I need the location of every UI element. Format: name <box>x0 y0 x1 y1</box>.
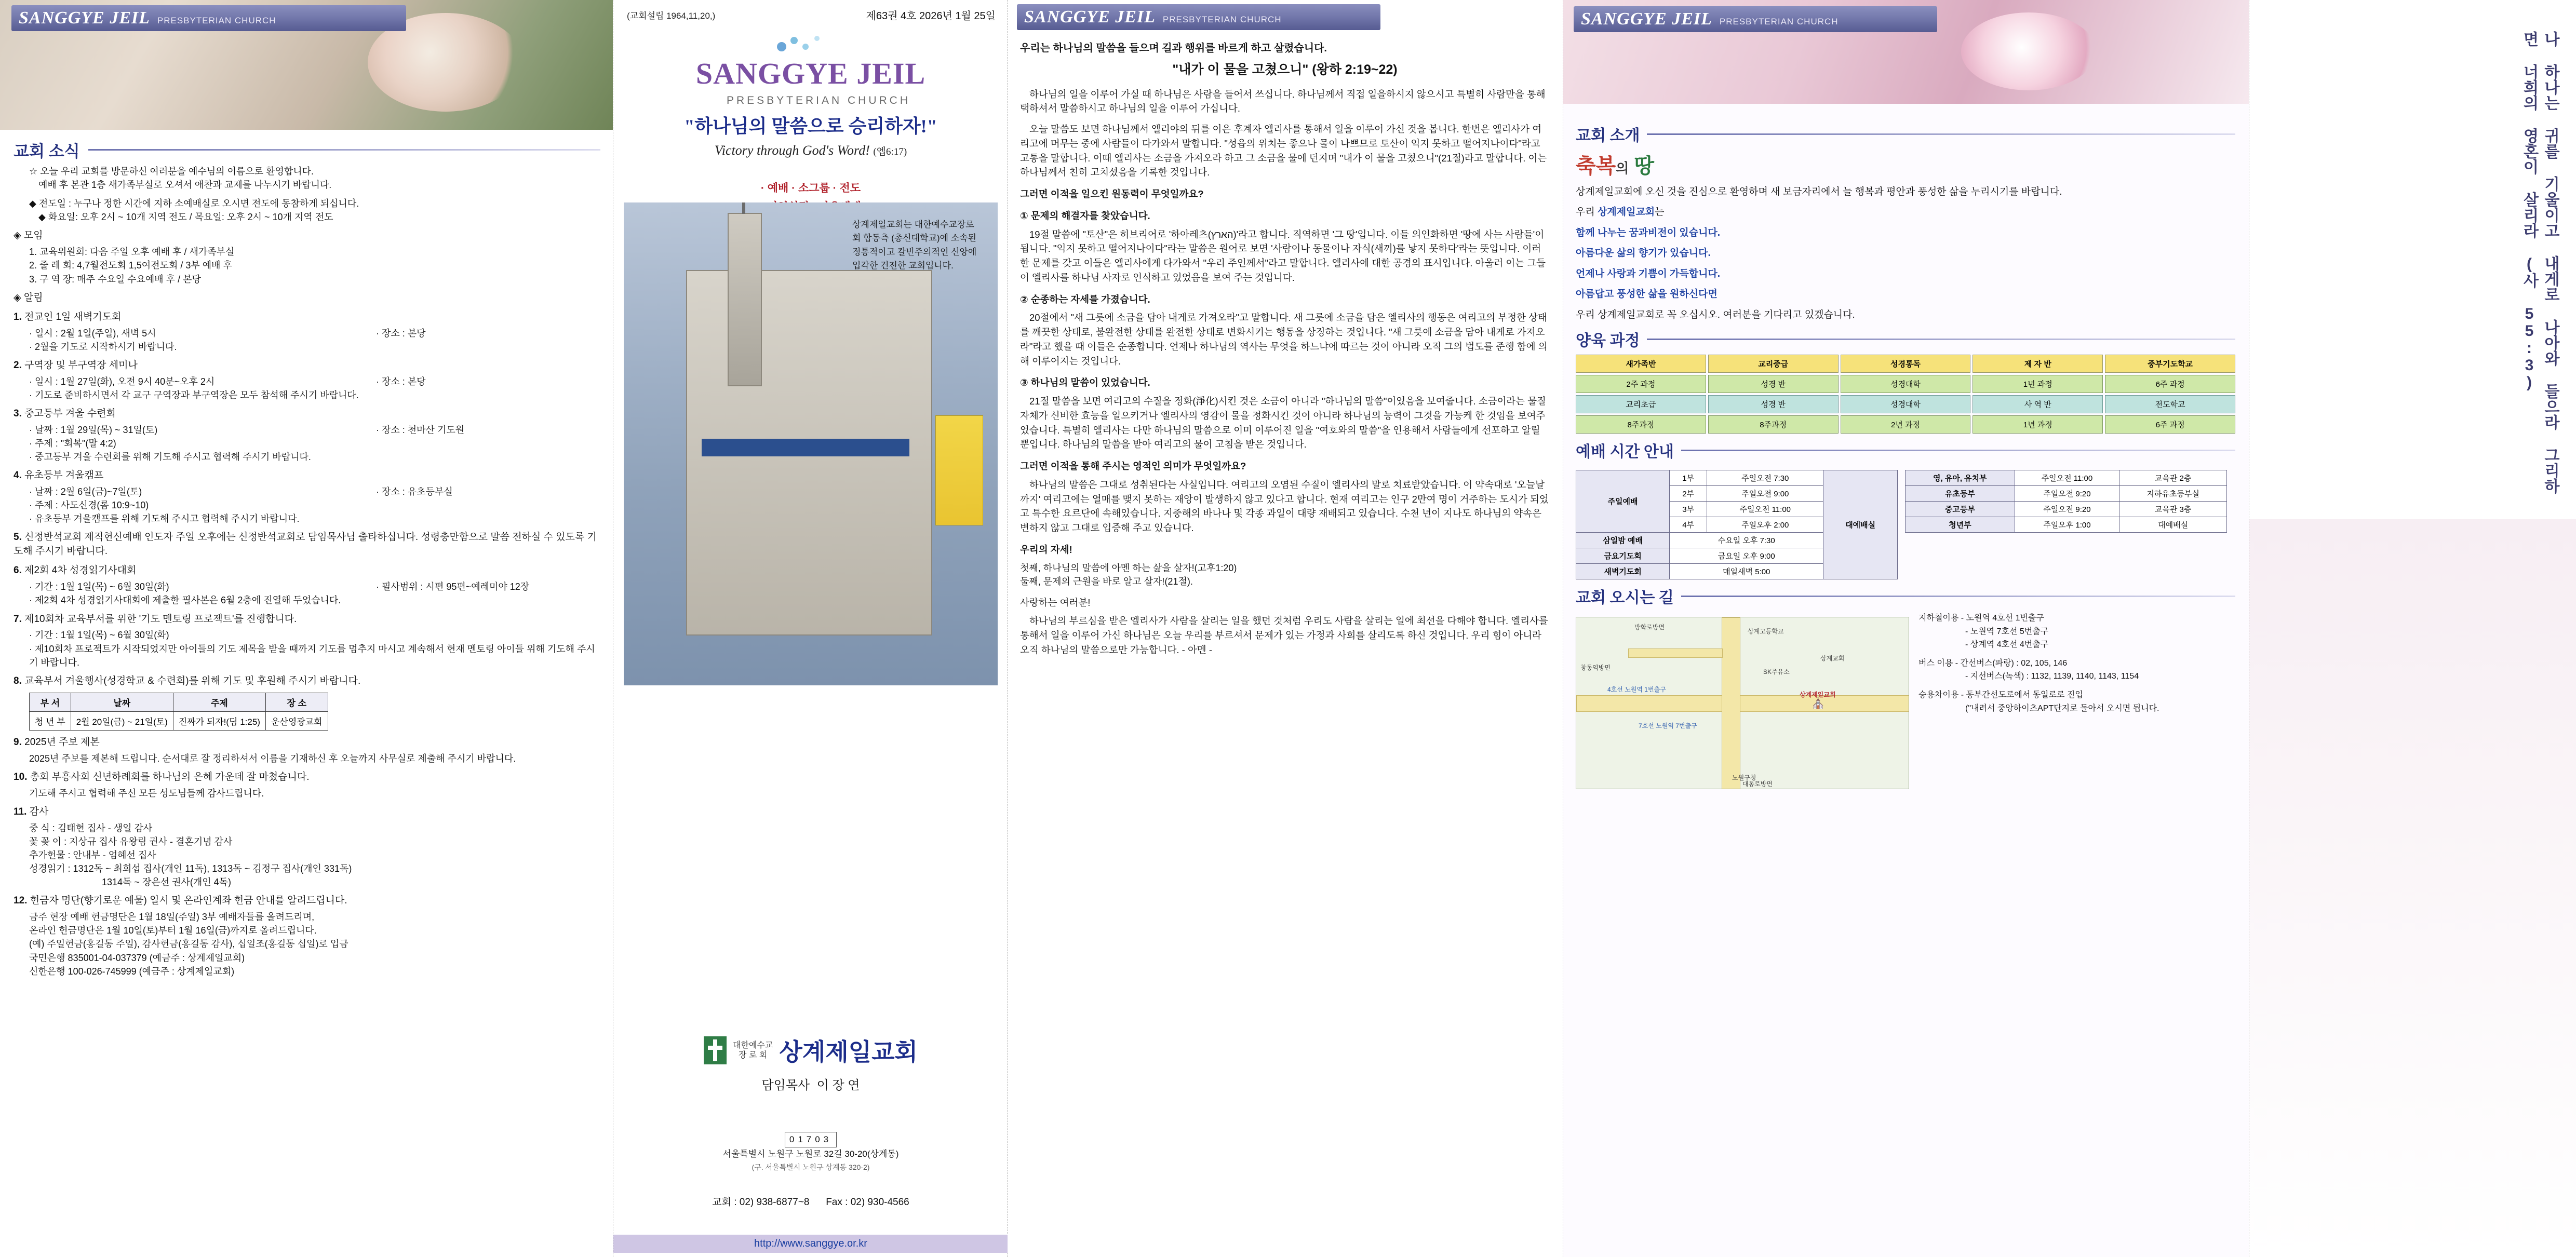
intro-we-line-1: 아름다운 삶의 향기가 있습니다. <box>1576 248 1711 259</box>
table-header-0: 부 서 <box>30 693 71 711</box>
intro-title-rule <box>1647 133 2235 135</box>
edu-cell: 1년 과정 <box>1973 415 2103 434</box>
news-item-11: 11. 감사 <box>14 806 49 817</box>
table-cell-topic: 진짜가 되자!(딤 1:25) <box>173 711 265 730</box>
news-item-12: 12. 헌금자 명단(향기로운 예물) 일시 및 온라인계좌 헌금 안내를 알려드립니다. <box>14 895 347 907</box>
transport-line-6: ("내려서 중앙하이츠APT단지로 돌아서 오시면 됩니다. <box>1965 704 2159 713</box>
transport-line-0: 지하철이용 - 노원역 4호선 1번출구 <box>1918 614 2044 623</box>
map-label-12: 4호선 노원역 1번출구 <box>1607 686 1666 694</box>
transport-line-1: - 노원역 7호선 5번출구 <box>1965 627 2049 636</box>
edu-cell: 2주 과정 <box>1576 375 1706 393</box>
worship-title: 예배 시간 안내 <box>1576 443 1674 461</box>
edu-cell: 중부기도학교 <box>2105 355 2235 373</box>
news-meeting-1: 2. 줄 레 회: 4,7월전도회 1,5여전도회 / 3부 예배 후 <box>29 260 232 271</box>
map-road-horizontal <box>1576 695 1909 712</box>
worship-part: 1부 <box>1670 470 1707 486</box>
cover-keywords-line1: · 예배 · 소그룹 · 전도 <box>760 182 861 194</box>
news-meetings-label: ◈ 모임 <box>14 230 43 241</box>
news-item-10: 10. 총회 부흥사회 신년하례회를 하나님의 은혜 가운데 잘 마쳤습니다. <box>14 771 310 782</box>
news-item-1-line-2: · 2월을 기도로 시작하시기 바랍니다. <box>29 341 177 352</box>
edu-cell: 성경 반 <box>1708 395 1839 413</box>
news-notice-label: ◈ 알림 <box>14 292 43 303</box>
church-name-en: SANGGYE JEIL <box>1581 9 1712 29</box>
news-item-3-line-1: · 장소 : 천마산 기도원 <box>376 424 465 435</box>
edu-cell: 사 역 반 <box>1973 395 2103 413</box>
news-item-12-line-2: (예) 주일헌금(홍길동 주일), 감사헌금(홍길동 감사), 십일조(홍길동 십일)로 입금 <box>29 939 348 950</box>
table-cell-date: 2월 20일(금) ~ 21일(토) <box>71 711 173 730</box>
news-item-12-line-3: 국민은행 835001-04-037379 (예금주 : 상계제일교회) <box>29 952 245 963</box>
sermon-para-7: 하나님의 말씀은 그대로 성취된다는 사실입니다. 여리고의 오염된 수질이 엘리사의 말로 치료받았습니다. 이 약속대로 '오늘날까지' 여리고에는 열매를 맺지 못하는 재앙이 발생하지 않고 있다고 합니다. 현재 여리고는 인구 2만여 명이 거주하는 도시가 되었고 특수한 요르단에 속해있습니다. 지중해의 바나나 및 각종 과일이 대량 재배되고 있습니다. 수천 년이 지나도 하나님의 약속은 변하지 않고 그대로 입증해 주고 있습니다. <box>1020 479 1549 533</box>
news-meeting-0: 1. 교육위원회: 다음 주일 오후 예배 후 / 새가족부실 <box>29 247 235 258</box>
news-item-7-line-0: · 기간 : 1월 1일(목) ~ 6월 30일(화) <box>29 630 169 641</box>
denomination: 대한예수교 장 로 회 <box>733 1040 773 1060</box>
news-item-11-line-0: 중 식 : 김태현 집사 - 생일 감사 <box>29 822 153 833</box>
news-item-3: 3. 중고등부 겨울 수련회 <box>14 408 116 419</box>
news-evangelism-1: ◆ 화요일: 오후 2시 ~ 10개 지역 전도 / 목요일: 오후 2시 ~ 10개 지역 전도 <box>38 212 333 223</box>
news-item-12-line-1: 온라인 헌금명단은 1월 10일(토)부터 1월 16일(금)까지로 올려드립니다. <box>29 925 317 936</box>
map-label-1: 상계고등학교 <box>1748 628 1784 636</box>
table-cell-dept: 청 년 부 <box>30 711 71 730</box>
cover-church-name-en-sub: PRESBYTERIAN CHURCH <box>726 94 911 106</box>
address-line2: (구. 서울특별시 노원구 상계동 320-2) <box>752 1163 870 1171</box>
news-evangelism-0: ◆ 전도일 : 누구나 정한 시간에 지하 소예배실로 오시면 전도에 동참하게 되십니다. <box>29 198 359 209</box>
panel-spine <box>2249 0 2576 1257</box>
panel-cover <box>613 0 1008 1257</box>
news-item-1-line-1: · 장소 : 본당 <box>376 328 426 339</box>
map-label-4: 상계제일교회 <box>1800 691 1836 699</box>
intro-we-close: 우리 상계제일교회로 꼭 오십시오. 여러분을 기다리고 있겠습니다. <box>1576 309 1855 320</box>
news-title: 교회 소식 <box>14 142 80 160</box>
news-item-6-line-0: · 기간 : 1월 1일(목) ~ 6월 30일(화) <box>29 582 169 592</box>
news-item-7-line-1: · 제10회차 프로젝트가 시작되었지만 아이들의 기도 제목을 받을 때까지 기도를 멈추지 마시고 계속해서 현재 멘토링 아이들 위해 기도해 주시기 바랍니다. <box>29 643 595 668</box>
edu-cell: 성경통독 <box>1841 355 1971 373</box>
sermon-para-4: 20절에서 "새 그릇에 소금을 담아 내게로 가져오라"고 말합니다. 새 그릇에 소금을 담은 엘리사의 행동은 여리고의 부정한 상태를 깨끗한 상태로, 불완전한 상태를 완전한 상태로 변화시키는 행동을 상징하는 것입니다. "새 그릇에 소금을 담아 내게로 가져오라"라고 했을 때 이들은 순종합니다. 언제나 하나님의 역사는 무엇을 하느냐에 따르는 것이 아니라 오직 그의 법도를 준행 함에 의해 이루어지는 것입니다. <box>1020 312 1548 367</box>
church-name-en-sub: PRESBYTERIAN CHURCH <box>1719 17 1839 26</box>
transport-line-4: - 지선버스(녹색) : 1132, 1139, 1140, 1143, 1154 <box>1965 672 2139 681</box>
church-marker-icon: ⛪ <box>1811 696 1826 710</box>
news-item-9-line-0: 2025년 주보를 제본해 드립니다. 순서대로 잘 정리하셔서 이름을 기재하신 후 오늘까지 사무실로 제출해 주시기 바랍니다. <box>29 753 516 764</box>
cross-icon <box>704 1036 727 1064</box>
worship-time: 주일오전 9:00 <box>1707 486 1823 502</box>
sermon-question-2: 그러면 이적을 통해 주시는 영적인 의미가 무엇일까요? <box>1020 461 1246 471</box>
transport-line-3: 버스 이용 - 간선버스(파랑) : 02, 105, 146 <box>1918 658 2068 668</box>
zip-code: 01703 <box>785 1132 837 1147</box>
cover-slogan-en: Victory through God's Word! (엡6:17) <box>714 143 907 158</box>
sermon-para-0: 하나님의 일을 이루어 가실 때 하나님은 사람을 들어서 쓰십니다. 하나님께서 직접 일을하시지 않으시고 특별히 사람만을 통해 택하셔서 말씀하시고 하나님의 일을 이루어 가십니다. <box>1020 88 1546 114</box>
dots-logo-icon <box>774 31 847 55</box>
dept-time: 주일오전 11:00 <box>2015 470 2119 486</box>
established-note: (교회설립 1964,11,20,) <box>627 11 716 21</box>
worship-venue: 대예배실 <box>1823 470 1898 579</box>
news-item-4-line-2: · 주제 : 사도신경(롬 10:9~10) <box>29 500 149 511</box>
map-label-13: 7호선 노원역 7번출구 <box>1639 722 1697 730</box>
table-cell-place: 운산영광교회 <box>265 711 328 730</box>
map-label-7: 상계교회 <box>1820 655 1845 663</box>
sermon-question-1: 그러면 이적을 일으킨 원동력이 무엇일까요? <box>1020 188 1204 199</box>
worship-time: 금요일 오후 9:00 <box>1670 548 1823 564</box>
issue-number: 제63권 4호 2026년 1월 25일 <box>866 10 996 22</box>
intro-we-line-2: 언제나 사랑과 기쁨이 가득합니다. <box>1576 268 1721 279</box>
news-item-11-line-1: 꽃 꽂 이 : 지상규 집사 유왕림 권사 - 결혼기념 감사 <box>29 836 233 847</box>
news-item-4-line-0: · 날짜 : 2월 6일(금)~7일(토) <box>29 486 142 497</box>
intro-title: 교회 소개 <box>1576 127 1640 144</box>
sermon-point-1: ① 문제의 해결자를 찾았습니다. <box>1020 210 1150 221</box>
edu-cell: 교리중급 <box>1708 355 1839 373</box>
news-intro-0: ☆ 오늘 우리 교회를 방문하신 여러분을 예수님의 이름으로 환영합니다. <box>29 166 314 177</box>
transport-line-5: 승용차이용 - 동부간선도로에서 동일로로 진입 <box>1918 691 2083 700</box>
edu-cell: 8주과정 <box>1708 415 1839 434</box>
sermon-point-3: ③ 하나님의 말씀이 있었습니다. <box>1020 377 1150 388</box>
news-item-12-line-0: 금주 현장 예배 헌금명단은 1월 18일(주일) 3부 예배자들를 올려드리며, <box>29 912 315 923</box>
news-item-11-line-2: 추가헌물 : 안내부 - 엄혜선 집사 <box>29 850 156 860</box>
sermon-address: 사랑하는 여러분! <box>1020 597 1091 608</box>
map-road-branch <box>1628 648 1723 658</box>
news-title-rule <box>88 149 600 151</box>
edu-title: 양육 과정 <box>1576 332 1640 350</box>
dept-place: 교육관 2층 <box>2119 470 2227 486</box>
intro-title-row <box>1576 123 2235 145</box>
news-item-6-line-2: · 제2회 4차 성경읽기사대회에 제출한 필사본은 6월 2층에 진열해 두었습니다. <box>29 595 341 606</box>
news-body <box>14 138 600 978</box>
sermon-point-2: ② 순종하는 자세를 가졌습니다. <box>1020 293 1150 305</box>
address-line1: 서울특별시 노원구 노원로 32길 30-20(상계동) <box>722 1148 899 1159</box>
cover-contact <box>613 1194 1008 1208</box>
dept-place: 대예배실 <box>2119 517 2227 533</box>
news-item-5: 5. 신정반석교회 제직헌신예배 인도자 주일 오후에는 신정반석교회로 담임목사님 출타하십니다. 성령충만함으로 말씀 전하실 수 있도록 기도해 주시기 바랍니다. <box>14 532 597 557</box>
cover-logo <box>613 31 1008 109</box>
edu-cell: 성경대학 <box>1841 375 1971 393</box>
pastor-line: 담임목사 이 장 연 <box>761 1078 860 1092</box>
winter-event-table <box>29 693 328 731</box>
masthead-sermon <box>1017 4 1380 30</box>
fax: Fax : 02) 930-4566 <box>826 1197 909 1208</box>
cover-church-name-en: SANGGYE JEIL <box>695 57 926 90</box>
intro-we-line-0: 함께 나누는 꿈과비전이 있습니다. <box>1576 227 1721 238</box>
news-item-10-line-0: 기도해 주시고 협력해 주신 모든 성도님들께 감사드립니다. <box>29 788 264 799</box>
news-item-7: 7. 제10회차 교육부서를 위한 '기도 멘토링 프로젝트'를 진행합니다. <box>14 613 297 625</box>
dept-time: 주일오후 1:00 <box>2015 517 2119 533</box>
news-title-row <box>14 138 600 161</box>
worship-part: 4부 <box>1670 517 1707 533</box>
education-grid <box>1576 355 2235 434</box>
sermon-lead: 우리는 하나님의 말씀을 들으며 길과 행위를 바르게 하고 살렸습니다. <box>1020 43 1327 54</box>
directions-title: 교회 오시는 길 <box>1576 589 1674 607</box>
cover-intro-text: 상계제일교회는 대한예수교장로회 합동측 (총신대학교)에 소속된 정통적이고 칼빈주의적인 신앙에 입각한 건전한 교회입니다. <box>852 220 977 271</box>
edu-title-rule <box>1647 339 2235 340</box>
spine-bible-verse: 나 하나는 귀를 기울이고 내게로 나아와 들으라 그리하면 너희의 영혼이 살리라 (사 55:3) <box>2520 31 2559 494</box>
worship-time: 주일오후 2:00 <box>1707 517 1823 533</box>
worship-title-row <box>1576 439 2235 462</box>
intro-we-line-3: 아름답고 풍성한 삶을 원하신다면 <box>1576 289 1718 300</box>
edu-cell: 8주과정 <box>1576 415 1706 434</box>
map-road-vertical <box>1722 617 1740 789</box>
news-item-11-line-3: 성경읽기 : 1312독 ~ 최희섭 집사(개인 11독), 1313독 ~ 김정구 집사(개인 331독) <box>29 863 352 874</box>
worship-group: 삼일밤 예배 <box>1576 533 1670 548</box>
edu-cell: 6주 과정 <box>2105 415 2235 434</box>
directions-title-row <box>1576 585 2235 607</box>
news-item-2-line-0: · 일시 : 1월 27일(화), 오전 9시 40분~오후 2시 <box>29 376 215 387</box>
table-header-1: 날짜 <box>71 693 173 711</box>
map-label-5: SK주유소 <box>1763 668 1790 676</box>
church-banner <box>935 415 983 525</box>
news-item-8: 8. 교육부서 겨울행사(성경학교 & 수련회)를 위해 기도 및 후원해 주시기 바랍니다. <box>14 675 361 686</box>
worship-group: 새벽기도회 <box>1576 564 1670 579</box>
worship-schedule-left <box>1576 470 1898 579</box>
map-label-2: 창동역방면 <box>1580 664 1611 672</box>
dept-name: 유초등부 <box>1906 486 2015 502</box>
church-name-en: SANGGYE JEIL <box>1024 7 1156 26</box>
intro-we-head: 우리 상계제일교회는 <box>1576 207 1665 218</box>
worship-part: 3부 <box>1670 502 1707 517</box>
news-item-1-line-0: · 일시 : 2월 1일(주일), 새벽 5시 <box>29 328 156 339</box>
masthead-intro <box>1574 6 1937 32</box>
panel-sermon <box>1008 0 1563 1257</box>
transport-directions <box>1918 612 2159 715</box>
edu-cell: 1년 과정 <box>1973 375 2103 393</box>
sermon-para-1: 오늘 말씀도 보면 하나님께서 엘리야의 뒤를 이은 후계자 엘리사를 통해서 일을 이루어 가신 것을 봅니다. 한번은 엘리사가 여리고에 머무는 중에 사람들이 다가와서 말합니다. "성읍의 위치는 좋으나 물이 나쁘므로 토산이 익지 못하고 떨어지나이다"라고 고통을 말합니다. 이때 엘리사는 소금을 가져오라 하고 그 소금을 물에 던지며 "내가 이 물을 고쳤으니"(21절)라고 말합니다. 이는 하나님께서 친히 고치셨음을 기록한 것입니다. <box>1020 124 1547 178</box>
worship-time: 주일오전 11:00 <box>1707 502 1823 517</box>
sermon-para-5: 21절 말씀을 보면 여리고의 수질을 정화(淨化)시킨 것은 소금이 아니라 "하나님의 말씀"이었음을 보여줍니다. 소금이라는 물질 자체가 신비한 효능을 일으키거나 엘리사의 영감이 물을 정화시킨 것이 아니라 하나님의 능력이 그것을 가능케 한 것임을 보여주었습니다. 특별히 엘리사는 다만 하나님의 말씀으로 이미 이루어진 일을 "여호와의 말씀"을 인용해서 사람들에게 선포하고 알릴 뿐입니다. 하나님의 말씀을 받아 여리고의 물이 고침을 받은 것입니다. <box>1020 396 1546 450</box>
sermon-para-12: 하나님의 부르심을 받은 엘리사가 사람을 살리는 일을 했던 것처럼 우리도 사람을 살리는 일에 최선을 다해야 합니다. 엘리사를 통해서 일을 이루어 가신 하나님은 오늘 우리를 부르셔서 문제가 있는 가정과 사회를 살리도록 하신 것입니다. 우리 힘이 아니라 오직 하나님의 말씀으로만 가능합니다. - 아멘 - <box>1020 615 1548 655</box>
news-item-2-line-1: · 장소 : 본당 <box>376 376 426 387</box>
news-intro-1: 예배 후 본관 1층 새가족부실로 오셔서 애찬과 교제를 나누시기 바랍니다. <box>38 180 332 191</box>
cover-footer-logo <box>613 1033 1008 1093</box>
worship-time: 주일오전 7:30 <box>1707 470 1823 486</box>
table-header-3: 장 소 <box>265 693 328 711</box>
sermon-attitude-2: 둘째, 문제의 근원을 바로 알고 살자!(21절). <box>1020 576 1193 587</box>
sermon-title: "내가 이 물을 고쳤으니" (왕하 2:19~22) <box>1172 62 1398 77</box>
blessed-land-calligraphy: 축복의 땅 <box>1576 154 1655 178</box>
edu-cell: 교리초급 <box>1576 395 1706 413</box>
sermon-body <box>1020 40 1550 664</box>
edu-title-row <box>1576 328 2235 350</box>
sermon-attitude-1: 첫째, 하나님의 말씀에 아멘 하는 삶을 살자!(고후1:20) <box>1020 562 1237 573</box>
worship-time: 매일새벽 5:00 <box>1670 564 1823 579</box>
directions-title-rule <box>1681 596 2235 597</box>
dept-time: 주일오전 9:20 <box>2015 502 2119 517</box>
worship-schedule-right <box>1905 470 2227 533</box>
news-item-9: 9. 2025년 주보 제본 <box>14 736 100 748</box>
church-name-en-sub: PRESBYTERIAN CHURCH <box>157 16 276 25</box>
spine-fill <box>2249 519 2576 1257</box>
location-map <box>1576 617 1909 789</box>
table-row <box>30 711 328 730</box>
church-name-en: SANGGYE JEIL <box>19 8 150 28</box>
news-item-3-line-3: · 중고등부 겨울 수련회를 위해 기도해 주시고 협력해 주시기 바랍니다. <box>29 452 311 463</box>
church-name-en-sub: PRESBYTERIAN CHURCH <box>1162 15 1282 24</box>
news-item-11-line-4: 1314독 ~ 장은선 권사(개인 4독) <box>102 877 232 888</box>
church-signboard <box>702 439 909 456</box>
dept-place: 지하유초등부실 <box>2119 486 2227 502</box>
news-item-4-line-1: · 장소 : 유초등부실 <box>376 486 453 497</box>
dept-name: 청년부 <box>1906 517 2015 533</box>
news-item-6-line-1: · 필사범위 : 시편 95편~예레미야 12장 <box>376 582 530 592</box>
worship-group: 주일예배 <box>1576 470 1670 533</box>
edu-cell: 6주 과정 <box>2105 375 2235 393</box>
transport-line-2: - 상계역 4호선 4번출구 <box>1965 640 2049 650</box>
news-item-4: 4. 유초등부 겨울캠프 <box>14 470 104 481</box>
dept-time: 주일오전 9:20 <box>2015 486 2119 502</box>
worship-part: 2부 <box>1670 486 1707 502</box>
sermon-attitude-head: 우리의 자세! <box>1020 544 1072 555</box>
worship-group: 금요기도회 <box>1576 548 1670 564</box>
news-item-1: 1. 전교인 1일 새벽기도회 <box>14 311 122 322</box>
edu-cell: 제 자 반 <box>1973 355 2103 373</box>
news-item-3-line-0: · 날짜 : 1월 29일(목) ~ 31일(토) <box>29 424 158 435</box>
sermon-para-3: 19절 말씀에 "토산"은 히브리어로 '하아레츠(הארץ)'라고 합니다. 직역하면 '그 땅'입니다. 이들 의인화하면 '땅에 사는 사람들'이 됩니다. "익지 못하고 떨어지나이다"라는 말씀은 원어로 보면 '사람이나 동물이나 자식(새끼)를 낳지 못하다'라는 뜻입니다. 이러한 문제를 갖고 이들은 엘리사에게 다가와서 "우리 주인께서"라고 말합니다. 엘리사에 대한 공경의 표시입니다. 아울러 이는 그들이 엘리사를 하나님 사자로 인식하고 있었음을 보여 주는 것입니다. <box>1020 228 1546 283</box>
church-building-photo <box>624 202 998 685</box>
panel-church-news <box>0 0 613 1257</box>
news-item-6: 6. 제2회 4차 성경읽기사대회 <box>14 565 137 576</box>
worship-time: 수요일 오후 7:30 <box>1670 533 1823 548</box>
news-item-12-line-4: 신한은행 100-026-745999 (예금주 : 상계제일교회) <box>29 966 235 977</box>
panel-church-intro <box>1563 0 2249 1257</box>
edu-cell: 성경대학 <box>1841 395 1971 413</box>
edu-cell: 새가족반 <box>1576 355 1706 373</box>
dept-place: 교육관 3층 <box>2119 502 2227 517</box>
edu-cell: 2년 과정 <box>1841 415 1971 434</box>
church-website-url[interactable]: http://www.sanggye.or.kr <box>613 1235 1008 1253</box>
map-label-0: 방학로방면 <box>1634 624 1665 631</box>
worship-title-rule <box>1681 450 2235 451</box>
news-meeting-2: 3. 구 역 장: 매주 수요일 수요예배 후 / 본당 <box>29 274 201 285</box>
edu-cell: 성경 반 <box>1708 375 1839 393</box>
intro-body <box>1576 117 2235 789</box>
dept-name: 중고등부 <box>1906 502 2015 517</box>
news-item-3-line-2: · 주제 : "회복"(말 4:2) <box>29 438 116 449</box>
edu-cell: 전도학교 <box>2105 395 2235 413</box>
phone: 교회 : 02) 938-6877~8 <box>712 1197 810 1208</box>
news-item-2: 2. 구역장 및 부구역장 세미나 <box>14 359 138 371</box>
news-item-2-line-2: · 기도로 준비하시면서 각 교구 구역장과 부구역장은 모두 참석해 주시기 바랍니다. <box>29 389 359 400</box>
cover-church-name-ko: 상계제일교회 <box>779 1039 918 1065</box>
table-header-2: 주제 <box>173 693 265 711</box>
cover-address <box>613 1132 1008 1174</box>
map-label-9: 노원구청 <box>1732 774 1756 782</box>
dept-name: 영, 유아, 유치부 <box>1906 470 2015 486</box>
masthead-news <box>11 5 406 31</box>
map-label-10: 대동로방면 <box>1742 780 1773 788</box>
church-bell-tower <box>728 213 762 386</box>
news-item-4-line-3: · 유초등부 겨울캠프를 위해 기도해 주시고 협력해 주시기 바랍니다. <box>29 513 300 524</box>
intro-welcome: 상계제일교회에 오신 것을 진심으로 환영하며 새 보금자리에서 늘 행복과 평안과 풍성한 삶을 누리시기를 바랍니다. <box>1576 186 2062 197</box>
cover-slogan-ko: "하나님의 말씀으로 승리하자!" <box>684 116 937 137</box>
